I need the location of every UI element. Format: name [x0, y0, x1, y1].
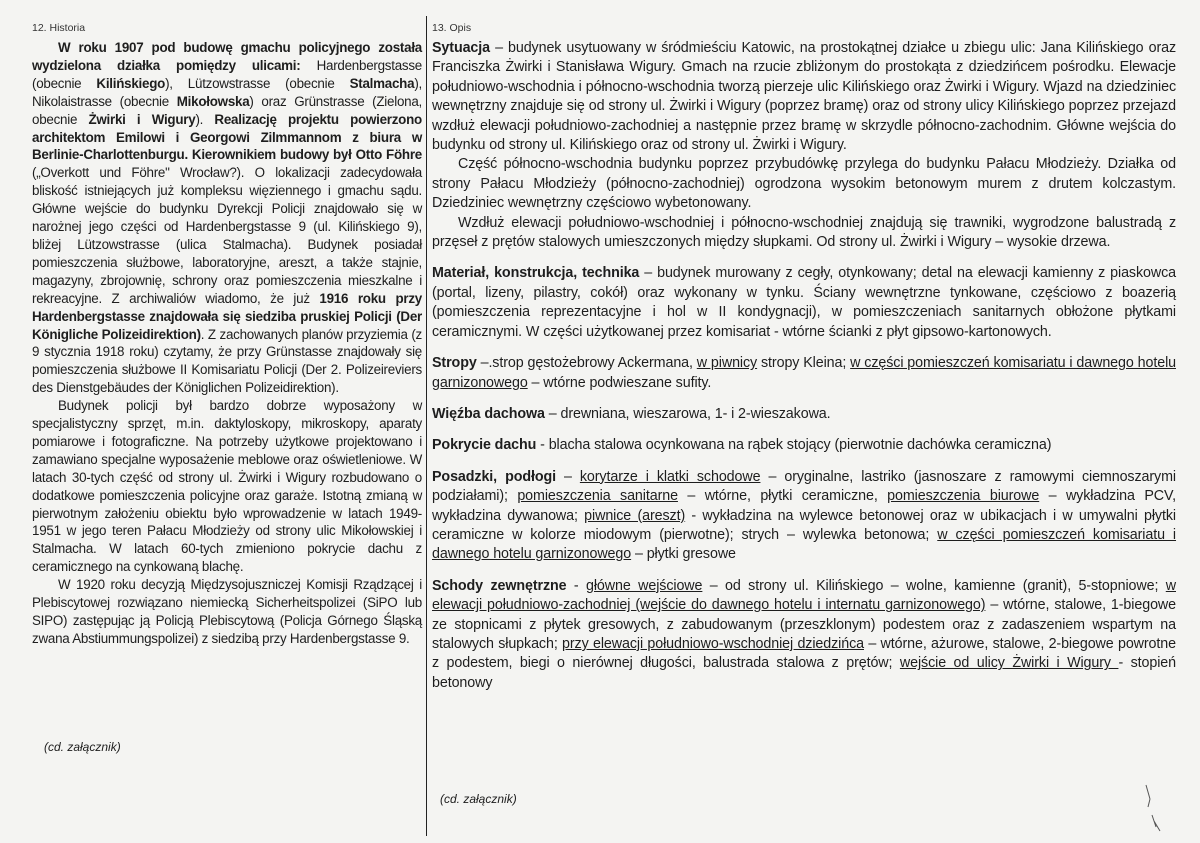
spacer [432, 342, 1176, 354]
underlined-text: w elewacji południowo-zachodniej (wejście do dawnego hotelu i internatu garnizonowego) [432, 577, 1176, 614]
description-paragraph [432, 468, 1176, 565]
bold-text: Stalmacha [349, 75, 415, 91]
text-run: –.strop gęstożebrowy Ackermana, [476, 355, 697, 372]
text-run: Wzdłuż elewacji południowo-wschodniej i północno-wschodniej znajdują się trawniki, wygrodzone balustradą z przęseł z prętów stalowych umieszczonych między słupkami. Od strony ul. Żwirki i Wigury – wysokie drzewa. [432, 214, 1176, 251]
description-text [432, 39, 1176, 693]
description-paragraph [432, 354, 1176, 393]
bold-text: W roku 1907 pod budowę gmachu policyjnego została wydzielona działka pomiędzy ulicami: [32, 40, 422, 73]
bold-text: Stropy [432, 355, 477, 372]
bold-text: Pokrycie dachu [432, 437, 537, 454]
underlined-text: korytarze i klatki schodowe [579, 468, 761, 485]
continuation-note: (cd. załącznik) [44, 740, 121, 754]
bold-text: Realizację projektu powierzono architektom Emilowi i Georgowi Zilmmannom z biura w Berlinie-Charlottenburgu. Kierownikiem budowy był Otto Föhre [32, 111, 422, 163]
text-run: Budynek policji był bardzo dobrze wyposażony w specjalistyczny sprzęt, m.in. daktyloskopy, mikroskopy, aparaty pomiarowe i fotograficzne. Na potrzeby użytkowe projektowano i zamawiano specjalne wyposażenie meblowe oraz oświetleniowe. W latach 30-tych część od strony ul. Żwirki i Wigury rozbudowano o dodatkowe pomieszczenia policyjne oraz garaże. Istotną zmianą w pierwotnym założeniu obiektu było wprowadzenie w latach 1949-1951 w jego teren Pałacu Młodzieży od strony ulic Mikołowskiej i Stalmacha. W latach 60-tych zmieniono pokrycie dachu z ceramicznego na cynkowaną blachę. [32, 398, 422, 575]
history-column [32, 22, 422, 822]
underlined-text: piwnice (areszt) [584, 507, 686, 524]
continuation-note: (cd. załącznik) [440, 792, 517, 806]
spacer [432, 424, 1176, 436]
text-run: – od strony ul. Kilińskiego – wolne, kamienne (granit), 5-stopniowe; [702, 577, 1166, 594]
text-run: - stopień betonowy [432, 655, 1176, 691]
text-run: – wtórne, stalowe, 1-biegowe ze stopnicami z płytek gresowych, z zabudowanym (przeszklonym) podestem oraz z zadaszeniem wspartym na stalowych słupkach; [432, 597, 1176, 652]
text-run: – płytki gresowe [631, 546, 736, 563]
text-run: stropy Kleina; [757, 355, 851, 372]
bold-text: Materiał, konstrukcja, technika [432, 265, 640, 282]
underlined-text: przy elewacji południowo-wschodniej dziedzińca [562, 635, 864, 652]
text-run: – wtórne podwieszane sufity. [527, 374, 712, 391]
description-paragraph [432, 155, 1176, 213]
text-run: – [555, 468, 580, 485]
column-divider [426, 16, 427, 836]
spacer [432, 393, 1176, 405]
spacer [432, 456, 1176, 468]
bold-text: 1916 roku przy Hardenbergstasse znajdowała się siedziba pruskiej Policji (Der Königliche Polizeidirektion) [32, 290, 422, 342]
underlined-text: pomieszczenia biurowe [887, 488, 1040, 505]
section-header-description: 13. Opis [432, 22, 472, 34]
text-run: ), Nikolaistrasse (obecnie [32, 75, 423, 109]
description-paragraph [432, 577, 1176, 693]
text-run: – drewniana, wieszarowa, 1- i 2-wieszakowa. [544, 405, 831, 422]
spacer [432, 565, 1176, 577]
underlined-text: główne wejściowe [586, 577, 703, 594]
history-paragraph [32, 397, 422, 576]
text-run: – oryginalne, lastriko (jasnoszare z ramowymi ciemnoszarymi podziałami); [432, 468, 1176, 505]
bold-text: Mikołowska [176, 93, 250, 109]
description-column [432, 22, 1176, 822]
description-paragraph [432, 436, 1176, 455]
text-run: – wtórne, ażurowe, stalowe, 2-biegowe powrotne z podestem, biegi o nierównej długości, balustrada stalowa z prętów; [432, 635, 1176, 672]
description-paragraph [432, 39, 1176, 155]
description-paragraph [432, 264, 1176, 342]
underlined-text: w części pomieszczeń komisariatu i dawnego hotelu garnizonowego [432, 355, 1176, 391]
text-run: - [566, 577, 586, 594]
text-run: - wykładzina na wylewce betonowej oraz w ubikacjach i w umywalni płytki ceramiczne w kolorze miodowym (pierwotne); strych – wylewka betonowa; [432, 507, 1176, 543]
text-run: – budynek murowany z cegły, otynkowany; detal na elewacji kamienny z piaskowca (portal, lizeny, pilastry, cokół) oraz wykonany w tynku. Ściany wewnętrzne tynkowane, częściowo z boazerią (pomieszczenia reprezentacyjne i hol w II kondygnacji), w pomieszczeniach sanitarnych obłożone płytkami ceramicznymi. W części użytkowanej przez komisariat - wtórne ścianki z płyt gipsowo-kartonowych. [432, 265, 1177, 340]
bold-text: Posadzki, podłogi [432, 468, 556, 485]
underlined-text: w piwnicy [696, 355, 758, 372]
underlined-text: wejście od ulicy Żwirki i Wigury [899, 655, 1119, 672]
text-run: – wtórne, płytki ceramiczne, [677, 488, 888, 505]
section-header-history: 12. Historia [32, 22, 86, 34]
text-run: Część północno-wschodnia budynku poprzez przybudówkę przylega do budynku Pałacu Młodzieży. Działka od strony Pałacu Młodzieży (północno-zachodniej) ogrodzona wysokim betonowym murem z drutem kolczastym. Dziedziniec wewnętrzny częściowo wybetonowany. [432, 156, 1176, 212]
text-run: W 1920 roku decyzją Międzysojuszniczej Komisji Rządzącej i Plebiscytowej rozwiązano niemiecką Sicherheitspolizei (SiPO lub SIPO) zastępując ją Policją Plebiscytową (Policja Górnego Śląską zwana Abstiummungspolizei) z siedzibą przy Hardenbergstasse 9. [32, 577, 422, 646]
bold-text: Schody zewnętrzne [432, 577, 567, 594]
bold-text: Więźba dachowa [432, 405, 545, 422]
text-run: . Z zachowanych planów przyziemia (z 9 stycznia 1918 roku) czytamy, że przy Grünstasse znajdowały się pomieszczenia służbowe II Komisariatu Policji (Der 2. Polizeireviers des Dienstgebäudes der Königlichen Polizeidirektion). [32, 326, 422, 396]
text-run: ), Lützowstrasse (obecnie [165, 75, 350, 91]
pen-mark [1132, 777, 1192, 837]
text-run: – budynek usytuowany w śródmieściu Katowic, na prostokątnej działce u zbiegu ulic: Jana Kilińskiego oraz Franciszka Żwirki i Stanisława Wigury. Gmach na rzucie zbliżonym do prostokąta z dziedzińcem pośrodku. Elewacje południowo-wschodnia i północno-wschodnia tworzą pierzeje ulic Kilińskiego oraz Żwirki i Wigury. Wjazd na dziedziniec wewnętrzny znajduje się od strony ul. Żwirki i Wigury (poprzez bramę) oraz od strony ulicy Kilińskiego poprzez przejazd wzdłuż elewacji południowo-zachodniej a następnie przez bramę w skrzydle północno-zachodnim. Główne wejścia do budynku od strony ul. Kilińskiego oraz od strony ul. Żwirki i Wigury. [432, 40, 1176, 154]
underlined-text: w części pomieszczeń komisariatu i dawnego hotelu garnizonowego [432, 526, 1177, 563]
text-run: ) oraz Grünstrasse (Zielona, obecnie [32, 93, 422, 127]
text-run: – wykładzina PCV, wykładzina dywanowa; [432, 488, 1176, 524]
text-run: - blacha stalowa ocynkowana na rąbek stojący (pierwotnie dachówka ceramiczna) [536, 437, 1052, 454]
spacer [432, 252, 1176, 264]
history-text [32, 39, 422, 648]
text-run: („Overkott und Föhre" Wrocław?). O lokalizacji zadecydowała bliskość istniejących już kompleksu więziennego i gmachu sądu. Główne wejście do budynku Dyrekcji Policji znajdowało się w narożnej jego części od Hardenbergstasse 9 (ul. Kilińskiego 9), bliżej Lützowstrasse (ulica Stalmacha). Budynek posiadał pomieszczenia służbowe, laboratoryjne, areszt, a także stajnie, magazyny, zbrojownię, schrony oraz pomieszczenia mieszkalne i rekreacyjne. Z archiwaliów wiadomo, że już [32, 165, 422, 306]
history-paragraph [32, 39, 422, 397]
bold-text: Kilińskiego [96, 75, 166, 91]
bold-text: Sytuacja [432, 40, 491, 56]
bold-text: Żwirki i Wigury [88, 111, 196, 127]
description-paragraph [432, 214, 1176, 253]
history-paragraph [32, 576, 422, 648]
text-run: ). [195, 111, 215, 127]
description-paragraph [432, 405, 1176, 424]
text-run: Hardenbergstasse (obecnie [32, 57, 422, 91]
underlined-text: pomieszczenia sanitarne [517, 488, 678, 505]
